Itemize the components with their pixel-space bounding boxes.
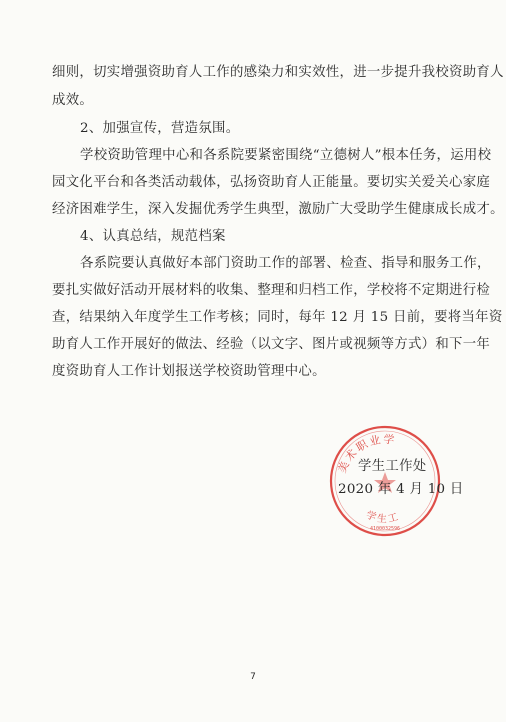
body-text-line: 各系院要认真做好本部门资助工作的部署、检查、指导和服务工作， xyxy=(80,256,491,271)
issuing-office: 学生工作处 xyxy=(358,459,427,474)
issue-date: 2020 年 4 月 10 日 xyxy=(338,482,464,497)
svg-text:4100032596: 4100032596 xyxy=(369,526,401,532)
body-text-line: 经济困难学生，深入发掘优秀学生典型，激励广大受助学生健康成长成才。 xyxy=(52,202,504,217)
section-heading: 4、认真总结，规范档案 xyxy=(80,229,226,244)
body-text-line: 要扎实做好活动开展材料的收集、整理和归档工作，学校将不定期进行检 xyxy=(52,283,491,298)
svg-text:学生工: 学生工 xyxy=(364,509,402,526)
body-text-line: 助育人工作开展好的做法、经验（以文字、图片或视频等方式）和下一年 xyxy=(52,337,491,352)
body-text-line: 成效。 xyxy=(52,93,94,108)
section-heading: 2、加强宣传，营造氛围。 xyxy=(80,121,240,136)
body-text-line: 学校资助管理中心和各系院要紧密围绕“立德树人”根本任务，运用校 xyxy=(80,148,492,163)
body-text-line: 查，结果纳入年度学生工作考核；同时，每年 12 月 15 日前，要将当年资 xyxy=(52,310,503,325)
body-text-line: 细则，切实增强资助育人工作的感染力和实效性，进一步提升我校资助育人 xyxy=(52,65,504,80)
body-text-line: 园文化平台和各类活动载体，弘扬资助育人正能量。要切实关爱关心家庭 xyxy=(52,175,491,190)
body-text-line: 度资助育人工作计划报送学校资助管理中心。 xyxy=(52,364,326,379)
svg-text:美术职业学: 美术职业学 xyxy=(335,432,397,475)
page-number: 7 xyxy=(250,672,256,682)
